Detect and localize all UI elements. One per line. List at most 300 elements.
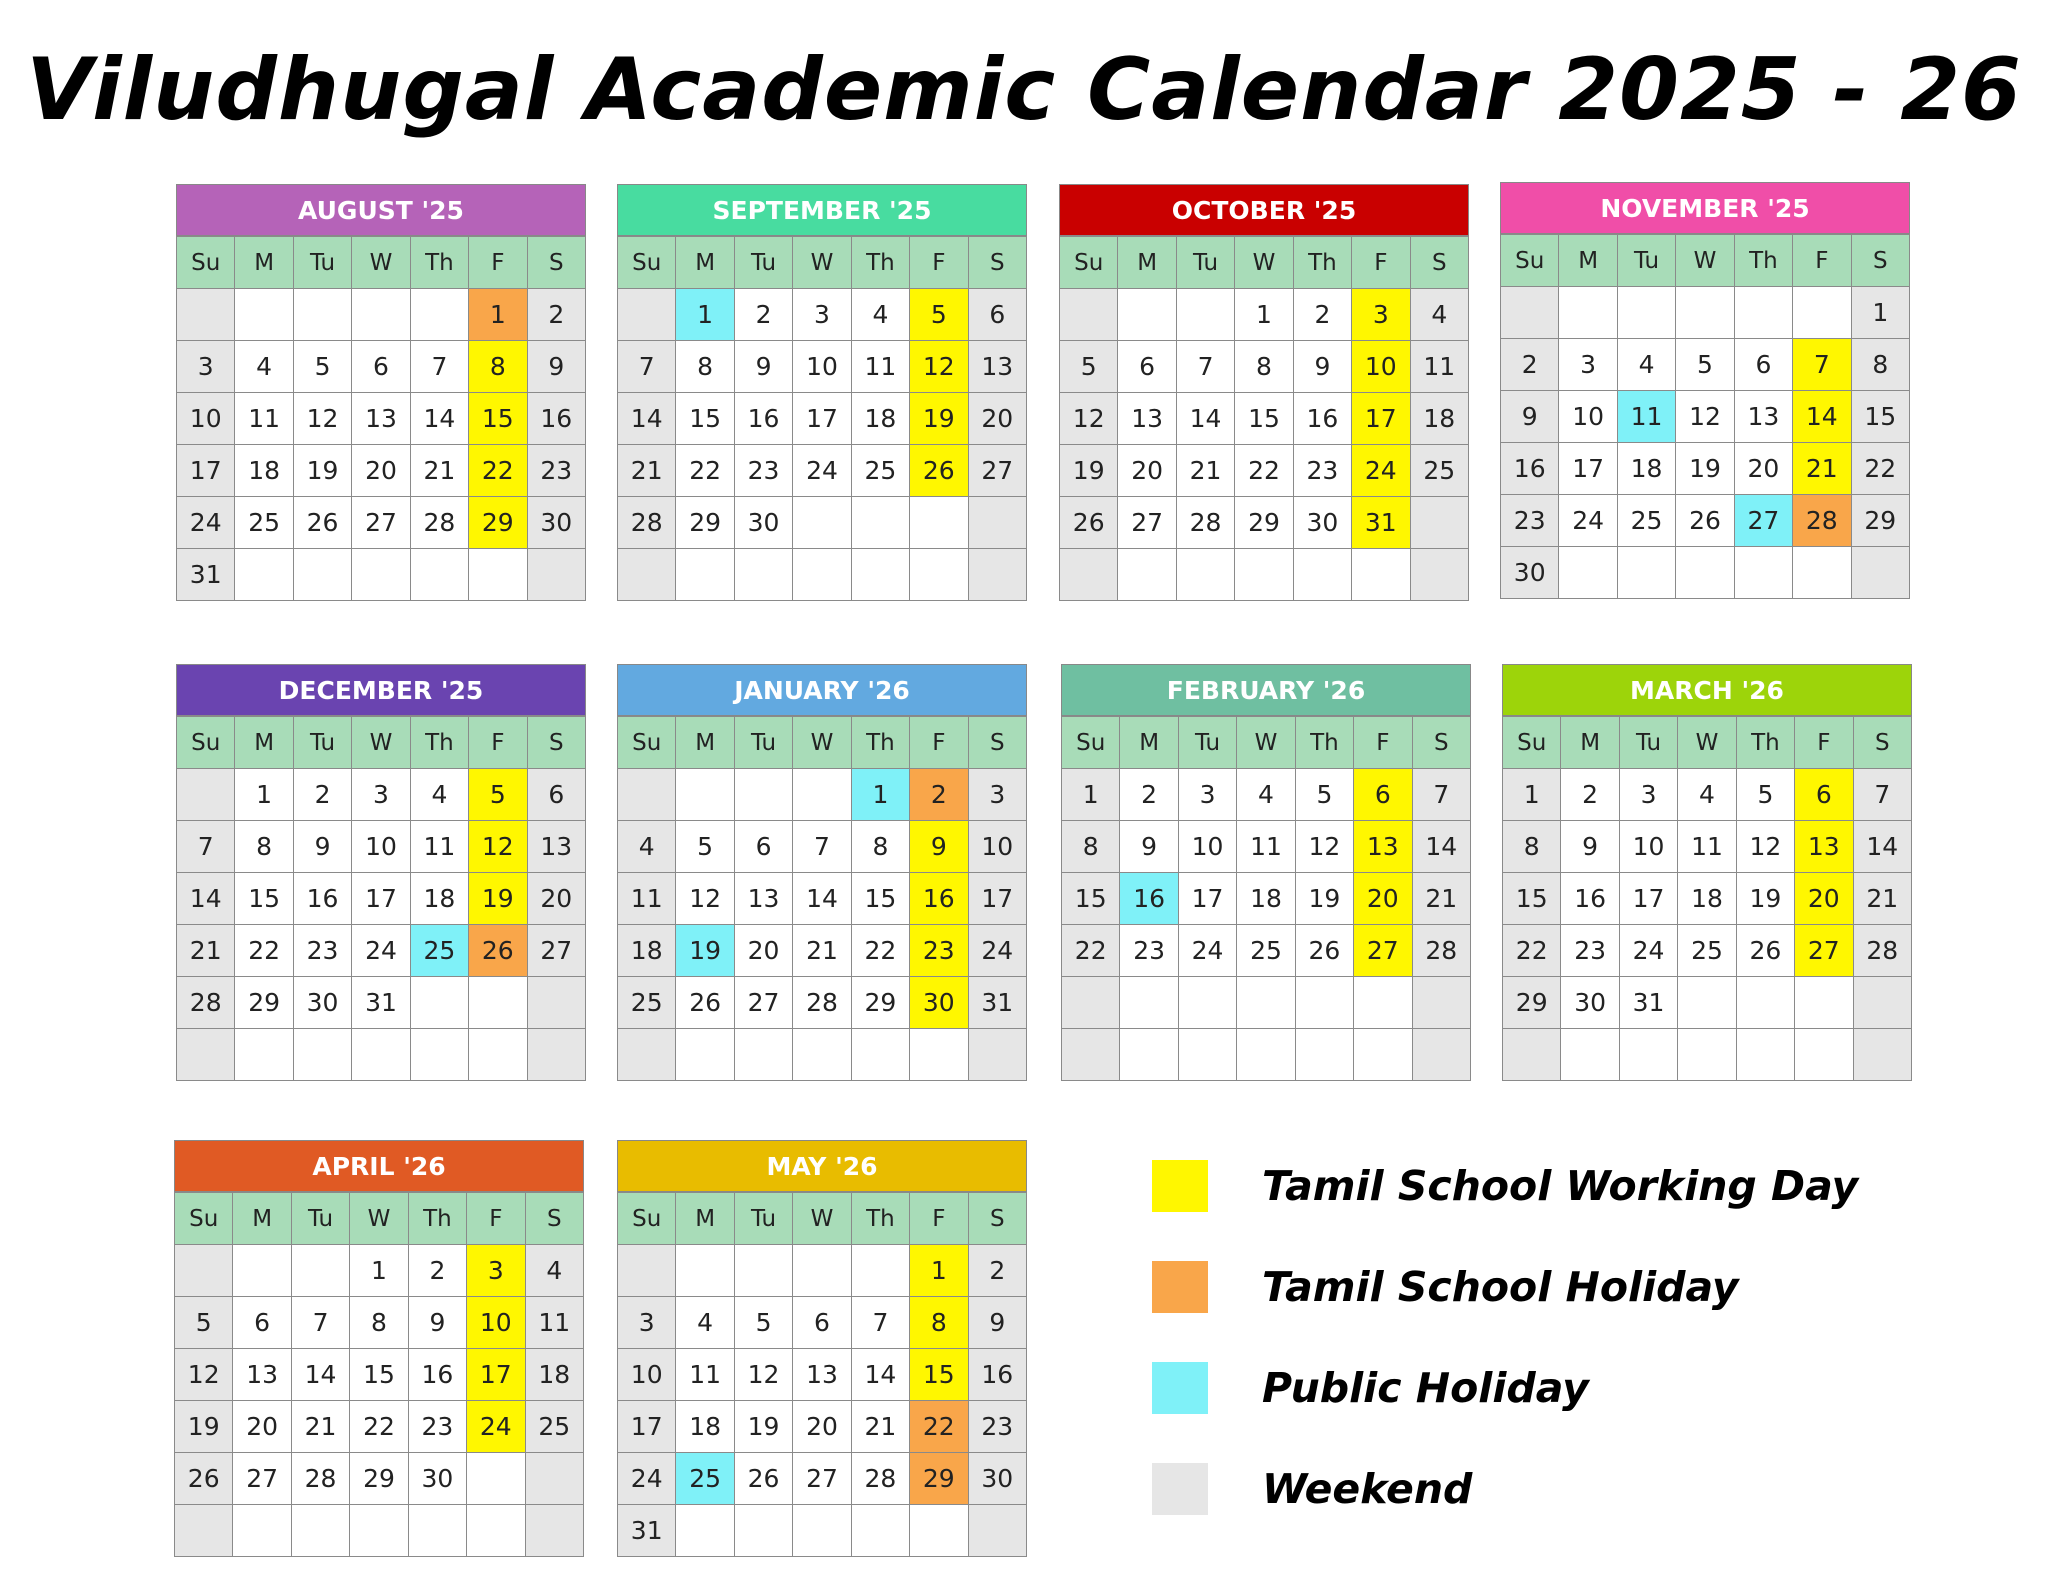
- day-cell: 10: [1559, 391, 1617, 443]
- week-row: [1503, 769, 1912, 821]
- day-cell: 24: [793, 445, 851, 497]
- week-row: [618, 821, 1027, 873]
- day-cell: 7: [410, 341, 468, 393]
- day-cell: 7: [1793, 339, 1851, 391]
- day-cell: 8: [1503, 821, 1561, 873]
- week-row: [1501, 391, 1910, 443]
- day-cell: 22: [1235, 445, 1293, 497]
- weekday-header: M: [1120, 717, 1178, 769]
- empty-cell: [851, 549, 909, 601]
- day-cell: 29: [350, 1453, 408, 1505]
- month-header: APRIL '26: [174, 1140, 584, 1192]
- day-cell: 17: [1559, 443, 1617, 495]
- day-cell: 5: [910, 289, 968, 341]
- empty-cell: [1410, 497, 1468, 549]
- day-cell: 1: [1851, 287, 1909, 339]
- day-cell: 16: [910, 873, 968, 925]
- day-cell: 3: [793, 289, 851, 341]
- day-cell: 2: [1120, 769, 1178, 821]
- month-grid: [176, 236, 586, 601]
- day-cell: 26: [1736, 925, 1794, 977]
- day-cell: 5: [676, 821, 734, 873]
- day-cell: 12: [734, 1349, 792, 1401]
- day-cell: 27: [233, 1453, 291, 1505]
- day-cell: 23: [408, 1401, 466, 1453]
- empty-cell: [793, 769, 851, 821]
- weekday-header: Th: [408, 1193, 466, 1245]
- empty-cell: [410, 977, 468, 1029]
- day-cell: 29: [1503, 977, 1561, 1029]
- day-cell: 27: [1734, 495, 1792, 547]
- day-cell: 15: [676, 393, 734, 445]
- day-cell: 16: [1501, 443, 1559, 495]
- day-cell: 30: [293, 977, 351, 1029]
- day-cell: 15: [1235, 393, 1293, 445]
- empty-cell: [177, 289, 235, 341]
- day-cell: 1: [235, 769, 293, 821]
- weekday-header-row: [618, 717, 1027, 769]
- empty-cell: [467, 1505, 525, 1557]
- day-cell: 30: [1561, 977, 1619, 1029]
- weekday-header: S: [968, 1193, 1026, 1245]
- week-row: [1062, 925, 1471, 977]
- day-cell: 29: [235, 977, 293, 1029]
- month-calendar: [617, 1140, 1027, 1557]
- weekday-header: W: [1676, 235, 1734, 287]
- weekday-header: W: [793, 717, 851, 769]
- day-cell: 1: [676, 289, 734, 341]
- day-cell: 11: [1410, 341, 1468, 393]
- day-cell: 13: [233, 1349, 291, 1401]
- week-row: [618, 925, 1027, 977]
- day-cell: 25: [410, 925, 468, 977]
- month-calendar: [176, 664, 586, 1081]
- day-cell: 12: [910, 341, 968, 393]
- day-cell: 7: [291, 1297, 349, 1349]
- empty-cell: [1295, 977, 1353, 1029]
- day-cell: 22: [851, 925, 909, 977]
- day-cell: 20: [793, 1401, 851, 1453]
- day-cell: 20: [1354, 873, 1412, 925]
- day-cell: 17: [352, 873, 410, 925]
- day-cell: 31: [1352, 497, 1410, 549]
- empty-cell: [793, 549, 851, 601]
- empty-cell: [1736, 977, 1794, 1029]
- empty-cell: [235, 1029, 293, 1081]
- day-cell: 18: [410, 873, 468, 925]
- day-cell: 11: [1678, 821, 1736, 873]
- weekday-header: Th: [1736, 717, 1794, 769]
- weekday-header-row: [1501, 235, 1910, 287]
- day-cell: 13: [734, 873, 792, 925]
- day-cell: 31: [618, 1505, 676, 1557]
- month-header: DECEMBER '25: [176, 664, 586, 716]
- empty-cell: [233, 1245, 291, 1297]
- day-cell: 20: [1734, 443, 1792, 495]
- empty-cell: [1120, 1029, 1178, 1081]
- empty-cell: [1853, 977, 1911, 1029]
- day-cell: 22: [235, 925, 293, 977]
- week-row: [177, 393, 586, 445]
- empty-cell: [350, 1505, 408, 1557]
- week-row: [1503, 821, 1912, 873]
- empty-cell: [1352, 549, 1410, 601]
- day-cell: 7: [1412, 769, 1470, 821]
- public-holiday-swatch: [1152, 1362, 1208, 1414]
- day-cell: 17: [1352, 393, 1410, 445]
- week-row: [1060, 549, 1469, 601]
- month-calendar: [174, 1140, 584, 1557]
- day-cell: 8: [910, 1297, 968, 1349]
- weekday-header-row: [618, 237, 1027, 289]
- empty-cell: [527, 977, 585, 1029]
- day-cell: 16: [527, 393, 585, 445]
- empty-cell: [1295, 1029, 1353, 1081]
- weekday-header: F: [1354, 717, 1412, 769]
- empty-cell: [1676, 547, 1734, 599]
- day-cell: 1: [350, 1245, 408, 1297]
- empty-cell: [1561, 1029, 1619, 1081]
- empty-cell: [1734, 287, 1792, 339]
- empty-cell: [1410, 549, 1468, 601]
- day-cell: 8: [1851, 339, 1909, 391]
- empty-cell: [910, 497, 968, 549]
- empty-cell: [734, 1245, 792, 1297]
- day-cell: 31: [177, 549, 235, 601]
- empty-cell: [235, 289, 293, 341]
- day-cell: 8: [469, 341, 527, 393]
- week-row: [1060, 341, 1469, 393]
- weekday-header: Su: [177, 237, 235, 289]
- day-cell: 18: [1410, 393, 1468, 445]
- day-cell: 1: [851, 769, 909, 821]
- weekday-header: F: [910, 237, 968, 289]
- week-row: [618, 1505, 1027, 1557]
- weekday-header-row: [175, 1193, 584, 1245]
- empty-cell: [1120, 977, 1178, 1029]
- day-cell: 16: [968, 1349, 1026, 1401]
- weekday-header-row: [1062, 717, 1471, 769]
- empty-cell: [734, 549, 792, 601]
- week-row: [175, 1297, 584, 1349]
- day-cell: 24: [1178, 925, 1236, 977]
- day-cell: 11: [851, 341, 909, 393]
- day-cell: 14: [793, 873, 851, 925]
- day-cell: 28: [618, 497, 676, 549]
- weekday-header: Tu: [1178, 717, 1236, 769]
- empty-cell: [1354, 1029, 1412, 1081]
- month-header: AUGUST '25: [176, 184, 586, 236]
- empty-cell: [968, 549, 1026, 601]
- week-row: [1062, 769, 1471, 821]
- day-cell: 9: [1293, 341, 1351, 393]
- weekday-header: W: [793, 237, 851, 289]
- day-cell: 10: [618, 1349, 676, 1401]
- day-cell: 27: [734, 977, 792, 1029]
- day-cell: 7: [618, 341, 676, 393]
- day-cell: 6: [352, 341, 410, 393]
- day-cell: 3: [968, 769, 1026, 821]
- empty-cell: [1559, 547, 1617, 599]
- day-cell: 14: [291, 1349, 349, 1401]
- week-row: [1501, 287, 1910, 339]
- day-cell: 28: [410, 497, 468, 549]
- empty-cell: [177, 769, 235, 821]
- weekday-header: M: [676, 717, 734, 769]
- day-cell: 13: [1118, 393, 1176, 445]
- day-cell: 9: [527, 341, 585, 393]
- empty-cell: [1853, 1029, 1911, 1081]
- day-cell: 26: [1060, 497, 1118, 549]
- week-row: [618, 497, 1027, 549]
- empty-cell: [177, 1029, 235, 1081]
- day-cell: 23: [734, 445, 792, 497]
- weekday-header: Tu: [293, 237, 351, 289]
- day-cell: 3: [467, 1245, 525, 1297]
- month-grid: [1500, 234, 1910, 599]
- empty-cell: [469, 1029, 527, 1081]
- day-cell: 8: [235, 821, 293, 873]
- day-cell: 17: [1619, 873, 1677, 925]
- day-cell: 6: [1118, 341, 1176, 393]
- day-cell: 19: [469, 873, 527, 925]
- day-cell: 19: [910, 393, 968, 445]
- day-cell: 19: [293, 445, 351, 497]
- weekday-header: Th: [851, 1193, 909, 1245]
- day-cell: 19: [734, 1401, 792, 1453]
- empty-cell: [410, 289, 468, 341]
- day-cell: 21: [1176, 445, 1234, 497]
- day-cell: 28: [851, 1453, 909, 1505]
- day-cell: 11: [1237, 821, 1295, 873]
- day-cell: 26: [293, 497, 351, 549]
- day-cell: 19: [1295, 873, 1353, 925]
- day-cell: 10: [352, 821, 410, 873]
- empty-cell: [1062, 1029, 1120, 1081]
- day-cell: 30: [910, 977, 968, 1029]
- day-cell: 15: [1851, 391, 1909, 443]
- day-cell: 21: [618, 445, 676, 497]
- day-cell: 27: [527, 925, 585, 977]
- empty-cell: [525, 1505, 583, 1557]
- day-cell: 6: [233, 1297, 291, 1349]
- empty-cell: [1412, 977, 1470, 1029]
- day-cell: 15: [235, 873, 293, 925]
- week-row: [618, 1029, 1027, 1081]
- empty-cell: [235, 549, 293, 601]
- week-row: [1503, 873, 1912, 925]
- day-cell: 29: [469, 497, 527, 549]
- day-cell: 10: [467, 1297, 525, 1349]
- day-cell: 5: [175, 1297, 233, 1349]
- day-cell: 10: [968, 821, 1026, 873]
- empty-cell: [968, 497, 1026, 549]
- day-cell: 12: [1676, 391, 1734, 443]
- day-cell: 16: [408, 1349, 466, 1401]
- week-row: [618, 393, 1027, 445]
- empty-cell: [1235, 549, 1293, 601]
- day-cell: 21: [793, 925, 851, 977]
- day-cell: 5: [1295, 769, 1353, 821]
- weekday-header: Tu: [734, 237, 792, 289]
- day-cell: 27: [793, 1453, 851, 1505]
- day-cell: 7: [177, 821, 235, 873]
- weekday-header: Su: [618, 1193, 676, 1245]
- empty-cell: [175, 1245, 233, 1297]
- weekday-header: Su: [618, 717, 676, 769]
- empty-cell: [1734, 547, 1792, 599]
- day-cell: 27: [1118, 497, 1176, 549]
- week-row: [1503, 977, 1912, 1029]
- month-grid: [617, 716, 1027, 1081]
- day-cell: 30: [1501, 547, 1559, 599]
- day-cell: 5: [1060, 341, 1118, 393]
- day-cell: 20: [734, 925, 792, 977]
- week-row: [177, 549, 586, 601]
- empty-cell: [1237, 1029, 1295, 1081]
- day-cell: 1: [1235, 289, 1293, 341]
- day-cell: 25: [618, 977, 676, 1029]
- day-cell: 14: [1412, 821, 1470, 873]
- weekday-header: F: [467, 1193, 525, 1245]
- day-cell: 20: [968, 393, 1026, 445]
- weekday-header: Su: [1501, 235, 1559, 287]
- day-cell: 13: [1795, 821, 1853, 873]
- day-cell: 22: [1503, 925, 1561, 977]
- day-cell: 9: [1561, 821, 1619, 873]
- weekday-header: Su: [1503, 717, 1561, 769]
- empty-cell: [1237, 977, 1295, 1029]
- day-cell: 17: [968, 873, 1026, 925]
- week-row: [618, 549, 1027, 601]
- day-cell: 5: [734, 1297, 792, 1349]
- day-cell: 25: [1678, 925, 1736, 977]
- day-cell: 20: [233, 1401, 291, 1453]
- legend-label: Weekend: [1262, 1465, 1473, 1513]
- empty-cell: [851, 1505, 909, 1557]
- day-cell: 23: [293, 925, 351, 977]
- day-cell: 28: [1412, 925, 1470, 977]
- weekday-header: S: [525, 1193, 583, 1245]
- day-cell: 25: [1410, 445, 1468, 497]
- weekday-header: S: [968, 237, 1026, 289]
- day-cell: 1: [469, 289, 527, 341]
- day-cell: 2: [968, 1245, 1026, 1297]
- day-cell: 23: [1501, 495, 1559, 547]
- day-cell: 24: [1619, 925, 1677, 977]
- month-grid: [617, 1192, 1027, 1557]
- day-cell: 11: [410, 821, 468, 873]
- weekday-header: M: [1561, 717, 1619, 769]
- empty-cell: [676, 769, 734, 821]
- day-cell: 28: [177, 977, 235, 1029]
- day-cell: 9: [910, 821, 968, 873]
- weekday-header: W: [1237, 717, 1295, 769]
- weekday-header: F: [910, 717, 968, 769]
- day-cell: 28: [291, 1453, 349, 1505]
- empty-cell: [968, 1029, 1026, 1081]
- day-cell: 19: [1060, 445, 1118, 497]
- day-cell: 27: [352, 497, 410, 549]
- day-cell: 8: [851, 821, 909, 873]
- month-calendar: [617, 184, 1027, 601]
- day-cell: 11: [235, 393, 293, 445]
- empty-cell: [851, 1245, 909, 1297]
- month-header: JANUARY '26: [617, 664, 1027, 716]
- month-calendar: [1500, 182, 1910, 599]
- day-cell: 22: [1062, 925, 1120, 977]
- day-cell: 28: [1176, 497, 1234, 549]
- weekday-header: S: [1853, 717, 1911, 769]
- empty-cell: [1676, 287, 1734, 339]
- day-cell: 15: [851, 873, 909, 925]
- day-cell: 29: [1851, 495, 1909, 547]
- day-cell: 3: [1559, 339, 1617, 391]
- day-cell: 10: [1619, 821, 1677, 873]
- day-cell: 16: [1293, 393, 1351, 445]
- day-cell: 4: [235, 341, 293, 393]
- day-cell: 8: [1062, 821, 1120, 873]
- weekday-header: S: [1410, 237, 1468, 289]
- weekday-header: F: [1795, 717, 1853, 769]
- weekday-header: M: [235, 237, 293, 289]
- day-cell: 6: [1795, 769, 1853, 821]
- week-row: [177, 497, 586, 549]
- day-cell: 22: [350, 1401, 408, 1453]
- empty-cell: [618, 769, 676, 821]
- month-header: NOVEMBER '25: [1500, 182, 1910, 234]
- day-cell: 18: [1678, 873, 1736, 925]
- day-cell: 15: [469, 393, 527, 445]
- week-row: [175, 1245, 584, 1297]
- empty-cell: [293, 289, 351, 341]
- day-cell: 12: [175, 1349, 233, 1401]
- weekday-header: S: [968, 717, 1026, 769]
- empty-cell: [1795, 1029, 1853, 1081]
- day-cell: 12: [1060, 393, 1118, 445]
- month-header: SEPTEMBER '25: [617, 184, 1027, 236]
- day-cell: 4: [1678, 769, 1736, 821]
- day-cell: 17: [1178, 873, 1236, 925]
- day-cell: 31: [1619, 977, 1677, 1029]
- day-cell: 5: [1676, 339, 1734, 391]
- empty-cell: [1619, 1029, 1677, 1081]
- day-cell: 23: [1561, 925, 1619, 977]
- weekday-header: M: [1118, 237, 1176, 289]
- weekday-header-row: [1060, 237, 1469, 289]
- day-cell: 15: [350, 1349, 408, 1401]
- weekday-header: Tu: [734, 717, 792, 769]
- day-cell: 17: [177, 445, 235, 497]
- day-cell: 22: [676, 445, 734, 497]
- day-cell: 10: [177, 393, 235, 445]
- week-row: [175, 1349, 584, 1401]
- weekday-header: W: [1235, 237, 1293, 289]
- day-cell: 3: [352, 769, 410, 821]
- day-cell: 4: [1237, 769, 1295, 821]
- day-cell: 7: [851, 1297, 909, 1349]
- week-row: [618, 977, 1027, 1029]
- empty-cell: [618, 549, 676, 601]
- weekday-header: M: [1559, 235, 1617, 287]
- weekday-header-row: [177, 237, 586, 289]
- week-row: [1503, 1029, 1912, 1081]
- week-row: [618, 341, 1027, 393]
- week-row: [1062, 1029, 1471, 1081]
- empty-cell: [1118, 549, 1176, 601]
- day-cell: 11: [525, 1297, 583, 1349]
- day-cell: 18: [525, 1349, 583, 1401]
